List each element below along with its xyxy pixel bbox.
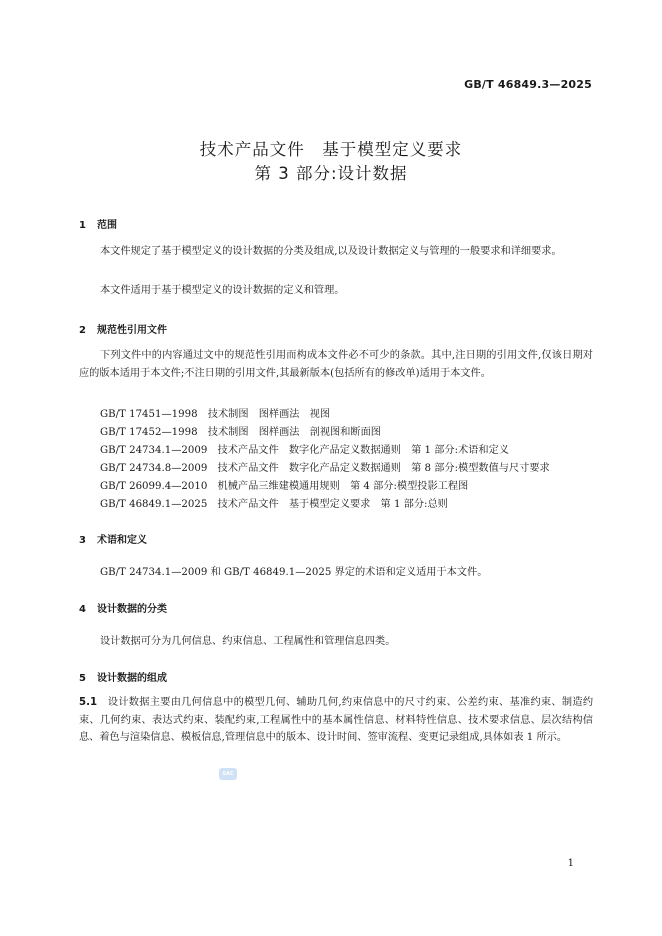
page-number: 1 [567, 858, 574, 869]
section-title: 设计数据的分类 [97, 604, 167, 615]
section-number: 3 [79, 535, 86, 546]
references-intro-paragraph: 下列文件中的内容通过文中的规范性引用而构成本文件必不可少的条款。其中,注日期的引用文件,仅该日期对应的版本适用于本文件;不注日期的引用文件,其最新版本(包括所有的修改单)适用于本文件。 [79, 350, 593, 379]
reference-item: GB/T 24734.1—2009 技术产品文件 数字化产品定义数据通则 第 1 部分:术语和定义 [100, 445, 509, 456]
clause-number: 5.1 [79, 697, 98, 708]
reference-item: GB/T 46849.1—2025 技术产品文件 基于模型定义要求 第 1 部分:总则 [100, 499, 448, 510]
reference-item: GB/T 24734.8—2009 技术产品文件 数字化产品定义数据通则 第 8 部分:模型数值与尺寸要求 [100, 463, 550, 474]
classification-paragraph: 设计数据可分为几何信息、约束信息、工程属性和管理信息四类。 [100, 636, 396, 647]
standard-number: GB/T 46849.3—2025 [464, 78, 592, 91]
reference-item: GB/T 17452—1998 技术制图 图样画法 剖视图和断面图 [100, 427, 381, 438]
section-heading-5 [79, 669, 167, 684]
section-title: 范围 [97, 220, 117, 231]
section-heading-4 [79, 600, 167, 615]
composition-text: 设计数据主要由几何信息中的模型几何、辅助几何,约束信息中的尺寸约束、公差约束、基准约束、制造约束、几何约束、表达式约束、装配约束,工程属性中的基本属性信息、材料特性信息、技术要求信息、层次结构信息、着色与渲染信息、模板信息,管理信息中的版本、设计时间、签审流程、变更记录组成,具体如表 1 所示。 [79, 697, 594, 743]
section-heading-1 [79, 216, 117, 231]
document-subtitle: 第 3 部分:设计数据 [254, 164, 408, 183]
terms-paragraph: GB/T 24734.1—2009 和 GB/T 46849.1—2025 界定的术语和定义适用于本文件。 [100, 567, 488, 578]
section-title: 设计数据的组成 [97, 673, 167, 684]
scope-paragraph-1: 本文件规定了基于模型定义的设计数据的分类及组成,以及设计数据定义与管理的一般要求和详细要求。 [100, 246, 562, 257]
section-number: 4 [79, 604, 86, 615]
section-number: 1 [79, 220, 86, 231]
section-heading-2 [79, 321, 167, 336]
scope-paragraph-2: 本文件适用于基于模型定义的设计数据的定义和管理。 [100, 285, 345, 296]
composition-paragraph [79, 694, 593, 747]
section-title: 术语和定义 [97, 535, 147, 546]
reference-item: GB/T 26099.4—2010 机械产品三维建模通用规则 第 4 部分:模型投影工程图 [100, 481, 469, 492]
section-number: 5 [79, 673, 86, 684]
section-heading-3 [79, 531, 147, 546]
section-number: 2 [79, 325, 86, 336]
section-title: 规范性引用文件 [97, 325, 167, 336]
sac-watermark: SAC [219, 768, 237, 780]
document-title: 技术产品文件 基于模型定义要求 [199, 140, 463, 159]
reference-item: GB/T 17451—1998 技术制图 图样画法 视图 [100, 409, 331, 420]
